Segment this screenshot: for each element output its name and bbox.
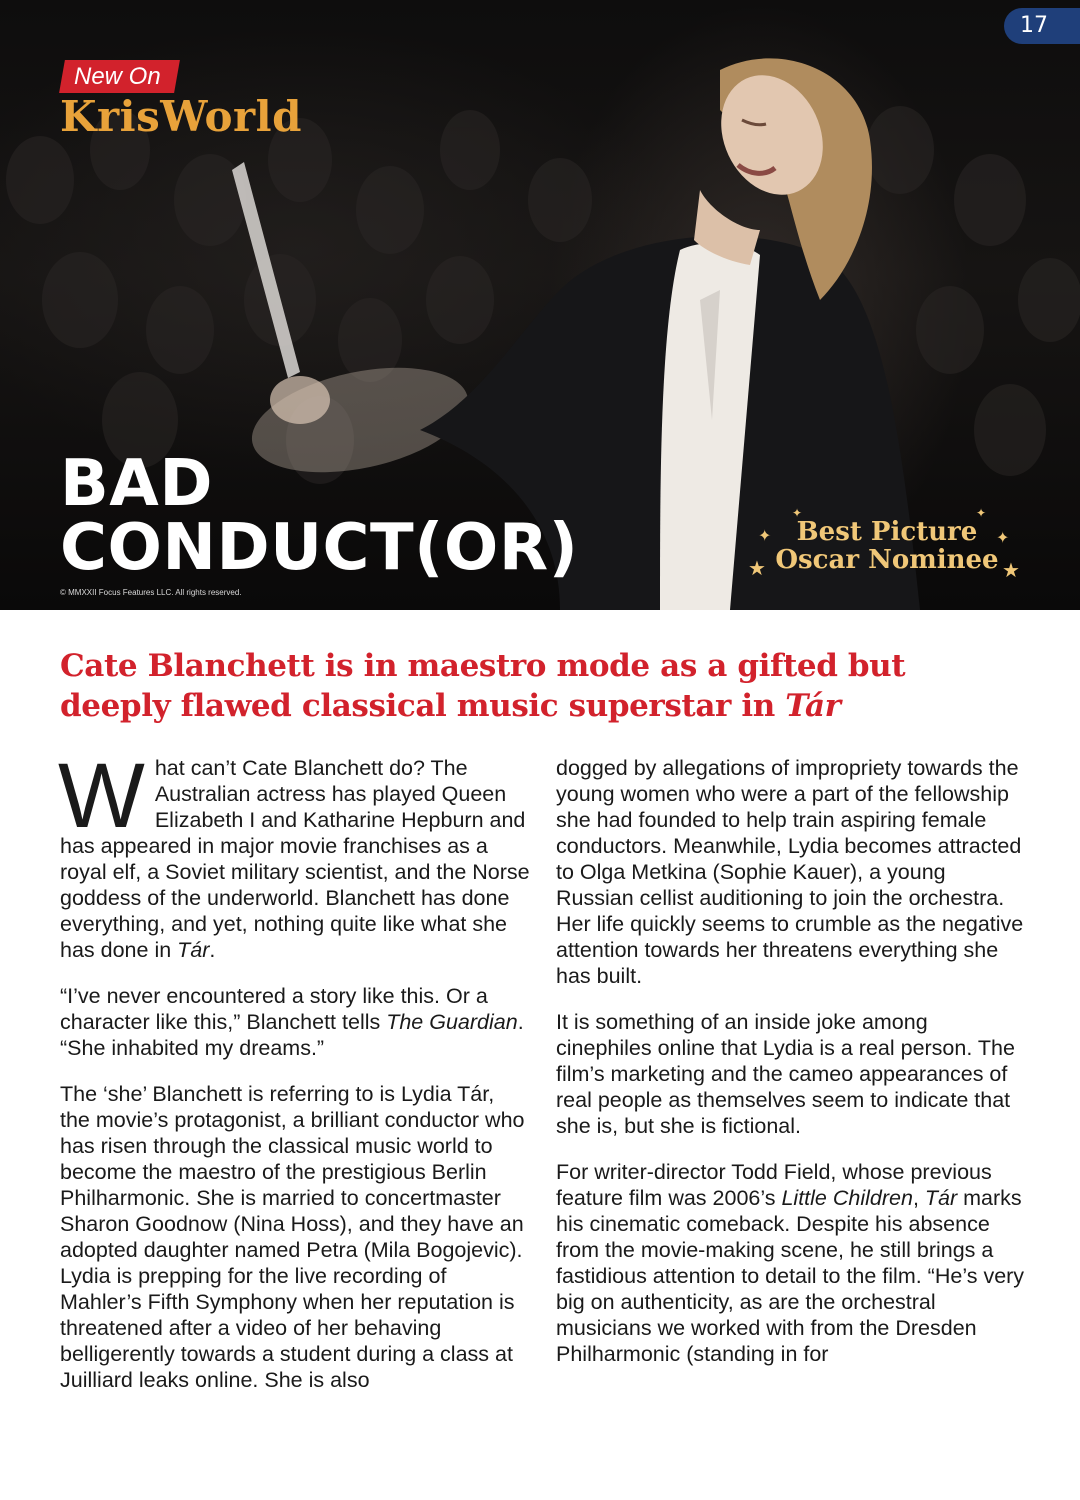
paragraph-4: dogged by allegations of impropriety towards the young women who were a part of the fellowship she had founded to help train aspiring female conductors. Meanwhile, Lydia becomes attracted to Olga Metkina (Sophie Kauer), a young Russian cellist auditioning to join the orchestra. Her life quickly seems to crumble as the negative attention towards her threatens everything she has built. [556,756,1024,988]
headline-line-1: BAD [60,447,213,521]
star-icon: ✦ [758,528,772,545]
paragraph-6-a: For writer-director Todd Field, whose previous feature film was 2006’s [556,1160,992,1210]
paragraph-1-end: . [209,938,216,962]
paragraph-3: The ‘she’ Blanchett is referring to is Lydia Tár, the movie’s protagonist, a brilliant conductor who has risen through the classical music world to become the maestro of the prestigious Berlin Philharmonic. She is married to concertmaster Sharon Goodnow (Nina Hoss), and they have an adopted daughter named Petra (Mila Bogojevic). Lydia is prepping for the live recording of Mahler’s Fifth Symphony when her reputation is threatened after a video of her behaving belligerently towards a student during a class at Juilliard leaks online. She is also [60,1082,525,1392]
section-tag [59,60,180,93]
article-headline [60,447,700,585]
image-credit: © MMXXII Focus Features LLC. All rights reserved. [60,588,242,597]
paragraph-2-text: “I’ve never encountered a story like this. Or a character like this,” Blanchett tells [60,984,488,1034]
award-badge [748,506,1022,586]
film-title: Tár [924,1186,958,1210]
paragraph-5: It is something of an inside joke among cinephiles online that Lydia is a real person. The film’s marketing and the cameo appearances of real people as themselves seem to indicate that she is, but she is fictional. [556,1010,1015,1138]
star-icon: ✦ [996,530,1010,547]
award-line-1: Best Picture [796,517,978,547]
paragraph-6-c: marks his cinematic comeback. Despite his absence from the movie-making scene, he still brings a fastidious attention to detail to the film. “He’s very big on authenticity, as are the orchestral musicians we worked with from the Dresden Philharmonic (standing in for [556,1186,1025,1366]
publication-title: The Guardian [386,1010,518,1034]
star-icon: ★ [1002,560,1020,582]
drop-cap: W [58,745,145,847]
paragraph-1 [58,745,530,963]
section-tag-label: New On [74,63,161,90]
article-standfirst [60,646,1020,726]
standfirst-text: Cate Blanchett is in maestro mode as a gifted but deeply flawed classical music superstar in [60,648,906,724]
paragraph-6 [556,1159,1026,1367]
film-title: Tár [177,938,210,962]
page-number-badge [1004,8,1080,44]
award-line-2: Oscar Nominee [775,545,999,575]
film-title: Little Children [781,1186,913,1210]
hero-image [0,0,1080,610]
page-number: 17 [1020,13,1048,38]
headline-line-2: CONDUCT(OR) [60,511,579,585]
standfirst-film-title: Tár [785,688,841,724]
paragraph-1-text: hat can’t Cate Blanchett do? The Australian actress has played Queen Elizabeth I and Katharine Hepburn and has appeared in major movie franchises as a royal elf, a Soviet military scientist, and the Norse goddess of the underworld. Blanchett has done everything, and yet, nothing quite like what she has done in [60,756,530,962]
paragraph-2-end: . “She inhabited my dreams.” [60,1010,524,1060]
brand-title: KrisWorld [60,92,302,141]
award-text [752,518,1022,574]
article-column-right [556,755,1026,1387]
paragraph-6-b: , [912,1186,925,1210]
article-column-left [58,745,530,1413]
paragraph-2 [60,983,530,1061]
star-icon: ★ [748,558,766,580]
star-icon: ✦ [976,506,987,520]
star-icon: ✦ [792,506,803,520]
